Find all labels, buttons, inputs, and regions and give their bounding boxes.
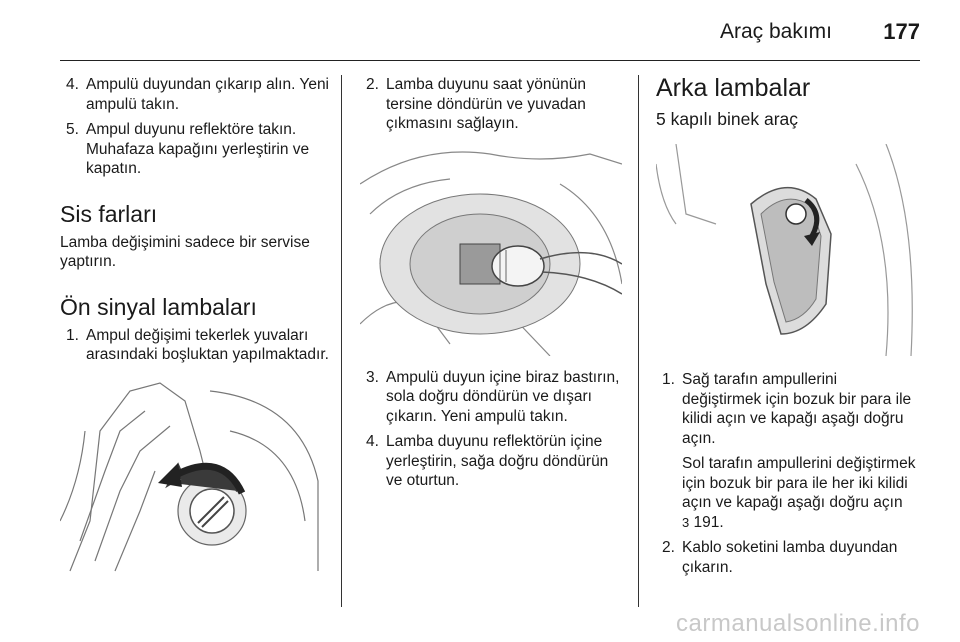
list-item: 1. Ampul değişimi tekerlek yuvaları arasındaki boşluktan yapılmaktadır. bbox=[66, 326, 329, 363]
list-item: 4. Lamba duyunu reflektörün içine yerleştirin, sağa doğru döndürün ve oturtun. bbox=[366, 433, 609, 489]
section-title: Araç bakımı bbox=[719, 20, 832, 43]
list-item: 2. Lamba duyunu saat yönünün tersine döndürün ve yuvadan çıkmasını sağlayın. bbox=[366, 76, 586, 132]
watermark: carmanualsonline.info bbox=[676, 610, 920, 637]
fog-lights-heading: Sis farları bbox=[60, 200, 158, 227]
column-divider-1 bbox=[341, 75, 342, 607]
list-item: 1. Sağ tarafın ampullerini değiştirmek için bozuk bir para ile kilidi açın ve kapağı aşağı doğru açın. Sol tarafın ampullerini değiştirmek için bozuk bir para ile her iki kilidi açın ve kapağı aşağı doğru açın 3 191. bbox=[662, 371, 916, 531]
lock-icon bbox=[786, 204, 806, 224]
reference-arrow-icon: 3 bbox=[682, 514, 690, 530]
page-number: 177 bbox=[883, 19, 920, 44]
list-item: 2. Kablo soketini lamba duyundan çıkarın. bbox=[662, 539, 898, 576]
list-item: 5. Ampul duyunu reflektöre takın. Muhafaza kapağını yerleştirin ve kapatın. bbox=[66, 121, 310, 177]
wheel-arch-illustration bbox=[60, 371, 322, 581]
column-divider-2 bbox=[638, 75, 639, 607]
reference-page[interactable]: 191. bbox=[693, 513, 724, 531]
steps-list-c bbox=[360, 75, 628, 134]
steps-list-b bbox=[60, 326, 332, 365]
page-header bbox=[60, 0, 920, 61]
rear-lights-subheading: 5 kapılı binek araç bbox=[656, 109, 799, 129]
rear-cover-illustration bbox=[656, 144, 918, 356]
steps-list-a bbox=[60, 75, 332, 179]
column-3 bbox=[656, 75, 920, 583]
column-1 bbox=[60, 75, 332, 581]
bulb-holder-illustration bbox=[360, 144, 622, 356]
steps-list-e bbox=[656, 370, 920, 577]
steps-list-d bbox=[360, 368, 628, 491]
front-signal-heading: Ön sinyal lambaları bbox=[60, 293, 257, 320]
list-item: 3. Ampulü duyun içine biraz bastırın, sola doğru döndürün ve dışarı çıkarın. Yeni ampulü takın. bbox=[366, 368, 620, 425]
list-item: 4. Ampulü duyundan çıkarıp alın. Yeni ampulü takın. bbox=[66, 76, 330, 113]
column-2 bbox=[360, 75, 628, 497]
rear-lights-heading: Arka lambalar bbox=[656, 74, 811, 102]
fog-lights-text: Lamba değişimini sadece bir servise yaptırın. bbox=[60, 233, 310, 270]
